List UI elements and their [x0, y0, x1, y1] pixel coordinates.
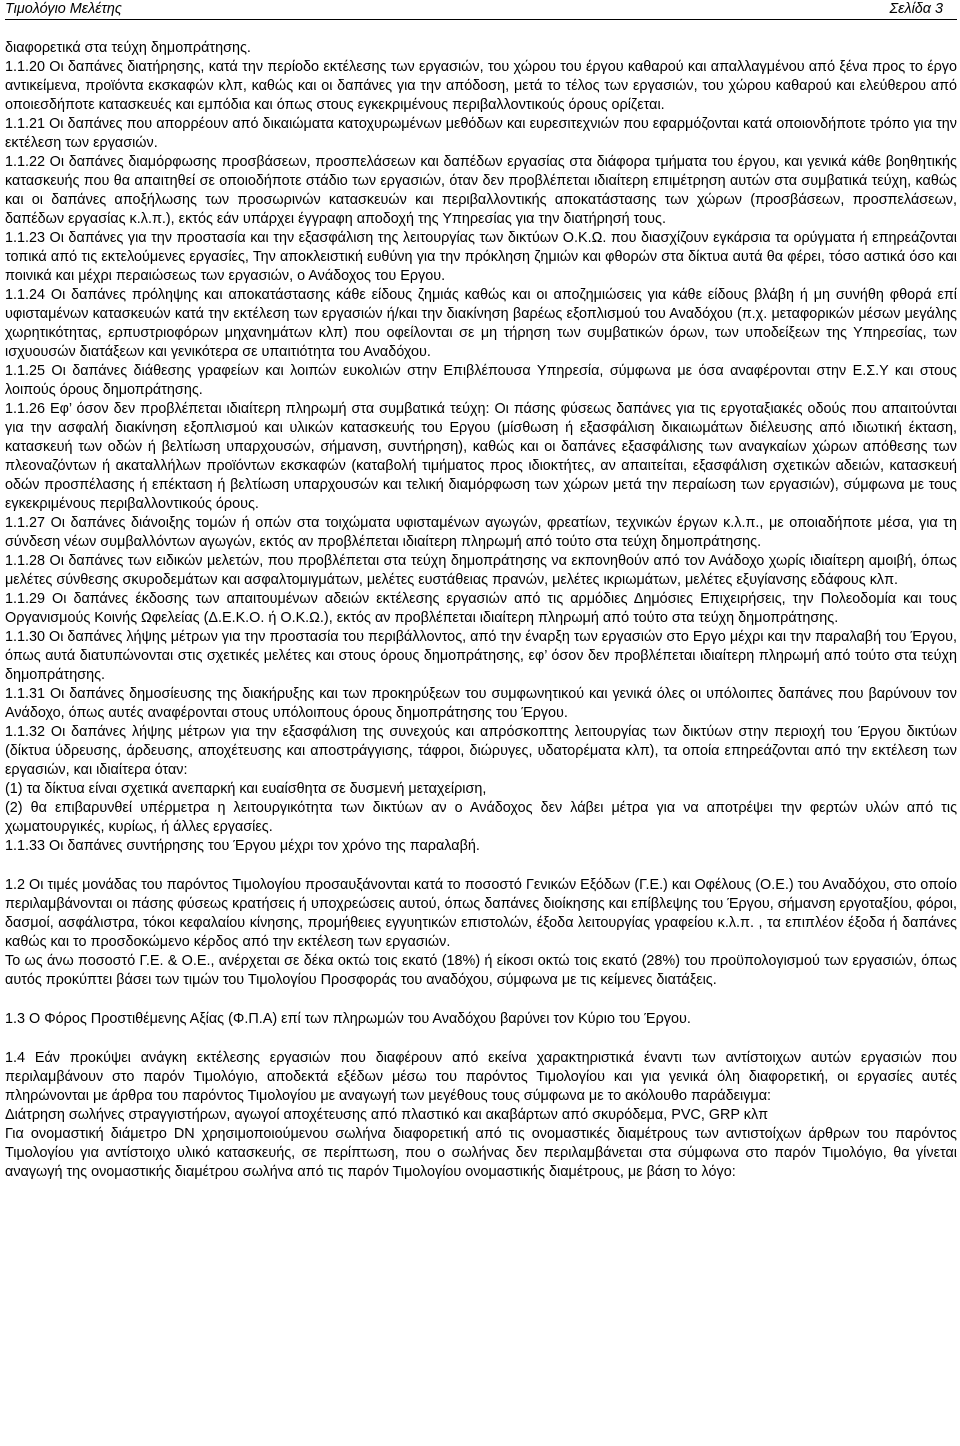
paragraph-1-1-27: 1.1.27 Οι δαπάνες διάνοιξης τομών ή οπών στα τοιχώματα υφισταμένων αγωγών, φρεατίων, τεχνικών έργων κ.λ.π., με οποιαδήποτε μέσα, για τη σύνδεση νέων συμβαλλόντων αγωγών, εκτός αν προβλέπεται ιδιαίτερη πληρωμή από τούτο στα τεύχη δημοπράτησης. — [5, 515, 957, 550]
paragraph: Για ονομαστική διάμετρο DN χρησιμοποιούμενου σωλήνα διαφορετική από τις ονομαστικές διαμέτρους των αντιστοίχων άρθρων του παρόντος Τιμολογίου για αντίστοιχο υλικό κατασκευής, σε περίπτωση, που ο σωλήνας δεν περιλαμβάνεται στα σύμφωνα στο παρόν Τιμολόγιο, θα γίνεται αναγωγή της ονομαστικής διαμέτρου σωλήνα από τις παρόν Τιμολογίου ονομαστικής διαμέτρους, με βάση το λόγο: — [5, 1126, 957, 1180]
paragraph-1-1-30: 1.1.30 Οι δαπάνες λήψης μέτρων για την προστασία του περιβάλλοντος, από την έναρξη των εργασιών στο Εργο μέχρι και την παραλαβή του Έργου, όπως αυτά διατυπώνονται στις σχετικές μελέτες και στους όρους δημοπράτησης, εφ’ όσον δεν προβλέπεται ιδιαίτερη πληρωμή από τούτο στα τεύχη δημοπράτησης. — [5, 629, 957, 683]
paragraph: Το ως άνω ποσοστό Γ.Ε. & Ο.Ε., ανέρχεται σε δέκα οκτώ τοις εκατό (18%) ή είκοσι οκτώ τοις εκατό (28%) του προϋπολογισμού των εργασιών, όπως αυτός προκύπτει βάσει των τιμών του Τιμολογίου Προσφοράς του αναδόχου, σύμφωνα με τις κείμενες διατάξεις. — [5, 953, 957, 988]
paragraph-1-1-31: 1.1.31 Οι δαπάνες δημοσίευσης της διακήρυξης και των προκηρύξεων του συμφωνητικού και γενικά όλες οι υπόλοιπες δαπάνες που βαρύνουν τον Ανάδοχο, όπως αυτές αναφέρονται στους υπόλοιπους όρους δημοπράτησης του Έργου. — [5, 686, 957, 721]
paragraph-1-2: 1.2 Οι τιμές μονάδας του παρόντος Τιμολογίου προσαυξάνονται κατά το ποσοστό Γενικών Εξόδων (Γ.Ε.) και Οφέλους (Ο.Ε.) του Αναδόχου, στο οποίο περιλαμβάνονται οι πάσης φύσεως κρατήσεις ή υποχρεώσεις αυτού, όπως δαπάνες διοίκησης και επίβλεψης του Έργου, σήμανση εργοταξίου, φόροι, δασμοί, ασφάλιστρα, τόκοι κεφαλαίου κίνησης, προμήθειες εγγυητικών επιστολών, έξοδα λειτουργίας γραφείου κ.λ.π. , τα επιπλέον έξοδα ή δαπάνες καθώς και το προσδοκώμενο κέρδος από την εκτέλεση των εργασιών. — [5, 877, 957, 950]
paragraph-1-1-25: 1.1.25 Οι δαπάνες διάθεσης γραφείων και λοιπών ευκολιών στην Επιβλέπουσα Υπηρεσία, σύμφωνα με όσα αναφέρονται στην Ε.Σ.Υ και στους λοιπούς όρους δημοπράτησης. — [5, 363, 957, 398]
paragraph-1-1-33: 1.1.33 Οι δαπάνες συντήρησης του Έργου μέχρι τον χρόνο της παραλαβή. — [5, 838, 480, 854]
document-title: Τιμολόγιο Μελέτης — [5, 1, 122, 17]
header-rule — [5, 19, 957, 20]
list-item: (2) θα επιβαρυνθεί υπέρμετρα η λειτουργικότητα των δικτύων αν ο Ανάδοχος δεν λάβει μέτρα για να αποτρέψει την φερτών υλών από τις χωματουργικές, κυρίως, ή άλλες εργασίες. — [5, 800, 957, 835]
paragraph-1-1-20: 1.1.20 Οι δαπάνες διατήρησης, κατά την περίοδο εκτέλεσης των εργασιών, του χώρου του έργου καθαρού και απαλλαγμένου από ξένα προς το έργο αντικείμενα, προϊόντα εκσκαφών κλπ, καθώς και οι δαπάνες για την απόδοση, μετά το τέλος των εργασιών, του χώρου καθαρού και ελεύθερου από οποιεσδήποτε κατασκευές και εμπόδια και όπως στους εγκεκριμένους περιβαλλοντικούς όρους ορίζεται. — [5, 59, 957, 113]
paragraph: διαφορετικά στα τεύχη δημοπράτησης. — [5, 40, 251, 56]
paragraph: Διάτρηση σωλήνες στραγγιστήρων, αγωγοί αποχέτευσης από πλαστικό και ακαβάρτων από σκυρόδεμα, PVC, GRP κλπ — [5, 1107, 769, 1123]
paragraph-1-1-26: 1.1.26 Εφ’ όσον δεν προβλέπεται ιδιαίτερη πληρωμή στα συμβατικά τεύχη: Οι πάσης φύσεως δαπάνες για τις εργοταξιακές οδούς που απαιτούνται για την ασφαλή διακίνηση εξοπλισμού και υλικών κατασκευής του Εργου (μίσθωση ή εξασφάλιση δικαιωμάτων διέλευσης από ιδιωτική έκταση, κατασκευή των οδών ή βελτίωση υπαρχουσών, σήμανση, συντήρηση), καθώς και οι δαπάνες εξασφάλισης των αναγκαίων χώρων απόθεσης των πλεοναζόντων ή ακαταλλήλων προϊόντων εκσκαφών (καταβολή τιμήματος προς ιδιοκτήτες, αν απαιτείται, εξασφάλιση σχετικών αδειών, κατασκευή οδών προσπέλασης ή επέκταση ή βελτίωση υπαρχουσών και τελική διαμόρφωση των χώρων μετά την περαίωση των εργασιών), σύμφωνα με τους εγκεκριμένους περιβαλλοντικούς όρους. — [5, 401, 957, 512]
paragraph-1-3: 1.3 Ο Φόρος Προστιθέμενης Αξίας (Φ.Π.Α) επί των πληρωμών του Αναδόχου βαρύνει τον Κύριο του Έργου. — [5, 1011, 691, 1027]
paragraph-1-1-29: 1.1.29 Οι δαπάνες έκδοσης των απαιτουμένων αδειών εκτέλεσης εργασιών από τις αρμόδιες Δημόσιες Επιχειρήσεις, την Πολεοδομία και τους Οργανισμούς Κοινής Ωφελείας (Δ.Ε.Κ.Ο. ή Ο.Κ.Ω.), εκτός αν προβλέπεται ιδιαίτερη πληρωμή από τούτο στα τεύχη δημοπράτησης. — [5, 591, 957, 626]
page-header — [5, 0, 957, 19]
page-number: Σελίδα 3 — [889, 1, 943, 17]
list-item: (1) τα δίκτυα είναι σχετικά ανεπαρκή και ευαίσθητα σε δυσμενή μεταχείριση, — [5, 781, 487, 797]
paragraph-1-4: 1.4 Εάν προκύψει ανάγκη εκτέλεσης εργασιών που διαφέρουν από εκείνα χαρακτηριστικά έναντι των αντίστοιχων αυτών εργασιών που περιλαμβάνουν στο παρόν Τιμολόγιο, αποδεκτά εξέδων μέσω του παρόντος Τιμολογίου και για γενικά όλη διαφορετική, οι εργασίες αυτές πληρώνονται με άρθρα του παρόντος Τιμολογίου με αναγωγή των μεγέθους τους σύμφωνα με το ακόλουθο παράδειγμα: — [5, 1050, 957, 1104]
spacer — [5, 990, 957, 1010]
paragraph-1-1-21: 1.1.21 Οι δαπάνες που απορρέουν από δικαιώματα κατοχυρωμένων μεθόδων και ευρεσιτεχνιών που εφαρμόζονται κατά οποιονδήποτε τρόπο για την εκτέλεση των εργασιών. — [5, 116, 957, 151]
paragraph-1-1-24: 1.1.24 Οι δαπάνες πρόληψης και αποκατάστασης κάθε είδους ζημιάς καθώς και οι αποζημιώσεις για κάθε είδους βλάβη ή μη συνήθη φθορά επί υφισταμένων κατασκευών κατά την εκτέλεση των εργασιών ή/και την διακίνηση βαρέως εξοπλισμού του Αναδόχου (π.χ. μεταφορικών μέσων μεγάλης χωρητικότητας, ερπυστριοφόρων μηχανημάτων κλπ) που οφείλονται σε μη τήρηση των συμβατικών όρων, των υποδείξεων της Υπηρεσίας, των ισχυουσών διατάξεων και γενικότερα σε υπαιτιότητα του Αναδόχου. — [5, 287, 957, 360]
paragraph-1-1-23: 1.1.23 Οι δαπάνες για την προστασία και την εξασφάλιση της λειτουργίας των δικτύων Ο.Κ.Ω. που διασχίζουν εγκάρσια τα ορύγματα ή επηρεάζονται τοπικά από τις εκτελούμενες εργασίες, Την αποκλειστική ευθύνη για την πρόκληση ζημιών και φθορών στα δίκτυα αυτά θα φέρει, τόσο αστικά όσο και ποινικά και μέχρι περαιώσεως των εργασιών, ο Ανάδοχος του Εργου. — [5, 230, 957, 284]
paragraph-1-1-28: 1.1.28 Οι δαπάνες των ειδικών μελετών, που προβλέπεται στα τεύχη δημοπράτησης να εκπονηθούν από τον Ανάδοχο χωρίς ιδιαίτερη αμοιβή, όπως μελέτες σύνθεσης σκυροδεμάτων και ασφαλτομιγμάτων, μελέτες ευστάθειας πρανών, μελέτες ικριωμάτων, μελέτες εξυγίανσης εδάφους κλπ. — [5, 553, 957, 588]
paragraph-1-1-32: 1.1.32 Οι δαπάνες λήψης μέτρων για την εξασφάλιση της συνεχούς και απρόσκοπτης λειτουργίας των δικτύων στην περιοχή του Έργου δικτύων (δίκτυα ύδρευσης, άρδευσης, αποχέτευσης και αποστράγγισης, τάφροι, διώρυγες, υδατορέματα κλπ), τα οποία επηρεάζονται από την εκτέλεση των εργασιών, και ιδιαίτερα όταν: — [5, 724, 957, 778]
spacer — [5, 856, 957, 876]
paragraph-1-1-22: 1.1.22 Οι δαπάνες διαμόρφωσης προσβάσεων, προσπελάσεων και δαπέδων εργασίας στα διάφορα τμήματα του έργου, και γενικά κάθε βοηθητικής κατασκευής που θα απαιτηθεί σε οποιοδήποτε στάδιο των εργασιών, όταν δεν προβλέπεται ιδιαίτερη επιμέτρηση αυτών στα συμβατικά τεύχη, καθώς και οι δαπάνες αποξήλωσης των προσωρινών κατασκευών και περιβαλλοντικής αποκατάστασης των χώρων (προσβάσεων, προσπελάσεων, δαπέδων εργασίας κ.λ.π.), εκτός εάν υπάρχει έγγραφη αποδοχή της Υπηρεσίας για την διατήρησή τους. — [5, 154, 957, 227]
spacer — [5, 1029, 957, 1049]
